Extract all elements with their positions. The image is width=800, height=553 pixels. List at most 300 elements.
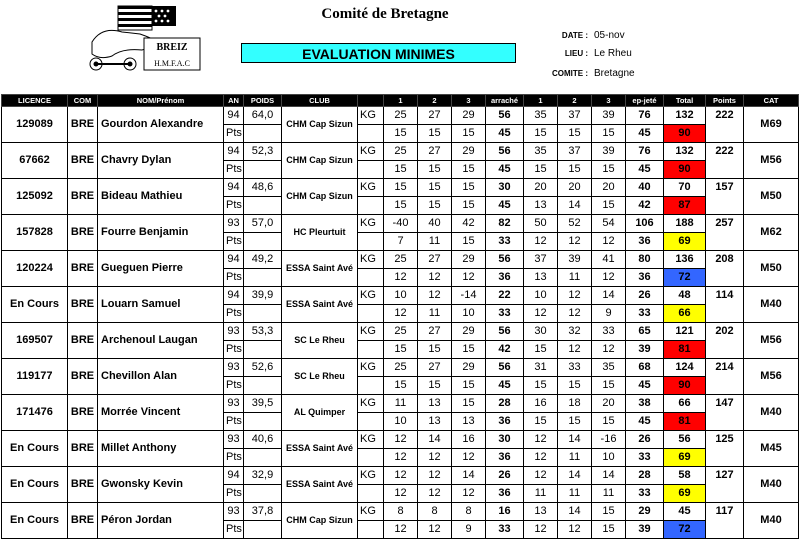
- pts-value: 12: [418, 449, 452, 467]
- pts-value: 12: [384, 269, 418, 287]
- kg-value: 25: [384, 107, 418, 125]
- athlete-name: Fourre Benjamin: [98, 215, 224, 251]
- pts-value: 90: [664, 377, 706, 395]
- logo-text-bottom: H.M.F.A.C: [154, 59, 190, 68]
- empty-cell: [358, 125, 384, 143]
- kg-value: 12: [524, 467, 558, 485]
- pts-value: 12: [452, 449, 486, 467]
- results-table: [1, 94, 799, 539]
- cat-cell: M69: [744, 107, 799, 143]
- empty-cell: [358, 521, 384, 539]
- column-header: 1: [384, 95, 418, 107]
- kg-value: 10: [524, 287, 558, 305]
- pts-value: 15: [452, 233, 486, 251]
- kg-value: 12: [418, 467, 452, 485]
- kg-label: KG: [358, 251, 384, 269]
- club-cell: HC Pleurtuit: [282, 215, 358, 251]
- kg-value: 16: [524, 395, 558, 413]
- kg-value: -40: [384, 215, 418, 233]
- kg-label: KG: [358, 107, 384, 125]
- licence-cell: En Cours: [2, 467, 68, 503]
- kg-value: 29: [452, 143, 486, 161]
- club-cell: AL Quimper: [282, 395, 358, 431]
- club-cell: ESSA Saint Avé: [282, 467, 358, 503]
- column-header: AN: [224, 95, 244, 107]
- licence-cell: 125092: [2, 179, 68, 215]
- club-cell: ESSA Saint Avé: [282, 251, 358, 287]
- pts-value: 72: [664, 521, 706, 539]
- licence-cell: 120224: [2, 251, 68, 287]
- pts-value: 15: [452, 197, 486, 215]
- table-row: [2, 503, 799, 521]
- pts-value: 33: [626, 485, 664, 503]
- kg-value: 25: [384, 323, 418, 341]
- pts-value: 36: [626, 269, 664, 287]
- kg-value: 20: [524, 179, 558, 197]
- pts-value: 10: [452, 305, 486, 323]
- points-cell: 222: [706, 143, 744, 179]
- table-header-row: [2, 95, 799, 107]
- pts-value: 90: [664, 125, 706, 143]
- pts-value: 45: [486, 197, 524, 215]
- kg-value: 29: [452, 107, 486, 125]
- cat-cell: M45: [744, 431, 799, 467]
- empty-cell: [358, 413, 384, 431]
- kg-value: 56: [486, 251, 524, 269]
- empty-cell: [358, 305, 384, 323]
- kg-value: 16: [452, 431, 486, 449]
- kg-value: 14: [558, 431, 592, 449]
- pts-value: 45: [486, 377, 524, 395]
- kg-value: 12: [384, 467, 418, 485]
- empty-cell: [244, 233, 282, 251]
- pts-value: 69: [664, 449, 706, 467]
- evaluation-banner: EVALUATION MINIMES: [241, 43, 516, 63]
- pts-value: 15: [524, 413, 558, 431]
- page-title: Comité de Bretagne: [321, 6, 449, 22]
- pts-value: 15: [524, 125, 558, 143]
- an-cell: 94: [224, 467, 244, 485]
- empty-cell: [358, 233, 384, 251]
- kg-value: 14: [558, 467, 592, 485]
- pts-value: 13: [524, 197, 558, 215]
- pts-value: 12: [418, 269, 452, 287]
- kg-value: 15: [452, 179, 486, 197]
- kg-value: 76: [626, 107, 664, 125]
- athlete-name: Bideau Mathieu: [98, 179, 224, 215]
- empty-cell: [244, 485, 282, 503]
- com-cell: BRE: [68, 179, 98, 215]
- pts-value: 15: [592, 521, 626, 539]
- kg-value: 45: [664, 503, 706, 521]
- pts-label: Pts: [224, 305, 244, 323]
- pts-value: 15: [384, 377, 418, 395]
- pts-value: 11: [558, 269, 592, 287]
- kg-value: 15: [418, 179, 452, 197]
- kg-value: 12: [524, 431, 558, 449]
- pts-value: 45: [626, 413, 664, 431]
- poids-cell: 64,0: [244, 107, 282, 125]
- kg-label: KG: [358, 143, 384, 161]
- table-row: [2, 467, 799, 485]
- column-header: COM: [68, 95, 98, 107]
- kg-value: 12: [384, 431, 418, 449]
- kg-value: 106: [626, 215, 664, 233]
- an-cell: 93: [224, 431, 244, 449]
- pts-value: 12: [418, 485, 452, 503]
- column-header: Points: [706, 95, 744, 107]
- empty-cell: [244, 197, 282, 215]
- pts-value: 15: [524, 341, 558, 359]
- column-header: 3: [452, 95, 486, 107]
- pts-label: Pts: [224, 197, 244, 215]
- pts-value: 33: [486, 233, 524, 251]
- kg-value: 39: [558, 251, 592, 269]
- pts-value: 15: [592, 197, 626, 215]
- poids-cell: 53,3: [244, 323, 282, 341]
- pts-value: 14: [558, 197, 592, 215]
- kg-value: 82: [486, 215, 524, 233]
- pts-value: 15: [592, 377, 626, 395]
- pts-value: 12: [558, 521, 592, 539]
- club-cell: SC Le Rheu: [282, 323, 358, 359]
- pts-value: 90: [664, 161, 706, 179]
- an-cell: 93: [224, 359, 244, 377]
- table-row: [2, 431, 799, 449]
- points-cell: 222: [706, 107, 744, 143]
- empty-cell: [358, 377, 384, 395]
- pts-value: 12: [558, 305, 592, 323]
- an-cell: 94: [224, 143, 244, 161]
- kg-value: 10: [384, 287, 418, 305]
- pts-value: 33: [626, 449, 664, 467]
- kg-value: 20: [558, 179, 592, 197]
- pts-value: 33: [626, 305, 664, 323]
- points-cell: 147: [706, 395, 744, 431]
- pts-value: 7: [384, 233, 418, 251]
- empty-cell: [244, 269, 282, 287]
- kg-value: 8: [384, 503, 418, 521]
- lieu-label: LIEU :: [564, 49, 588, 58]
- poids-cell: 52,6: [244, 359, 282, 377]
- kg-value: 27: [418, 251, 452, 269]
- table-row: [2, 215, 799, 233]
- pts-value: 12: [524, 233, 558, 251]
- com-cell: BRE: [68, 431, 98, 467]
- kg-label: KG: [358, 359, 384, 377]
- kg-value: 48: [664, 287, 706, 305]
- kg-value: 14: [592, 287, 626, 305]
- points-cell: 202: [706, 323, 744, 359]
- pts-value: 11: [524, 485, 558, 503]
- com-cell: BRE: [68, 287, 98, 323]
- pts-value: 42: [486, 341, 524, 359]
- kg-value: 33: [558, 359, 592, 377]
- kg-value: 40: [626, 179, 664, 197]
- pts-value: 12: [452, 269, 486, 287]
- empty-cell: [244, 161, 282, 179]
- empty-cell: [358, 197, 384, 215]
- an-cell: 93: [224, 503, 244, 521]
- pts-value: 15: [418, 197, 452, 215]
- empty-cell: [244, 413, 282, 431]
- athlete-name: Gwonsky Kevin: [98, 467, 224, 503]
- club-cell: CHM Cap Sizun: [282, 503, 358, 539]
- pts-value: 15: [592, 413, 626, 431]
- cat-cell: M56: [744, 323, 799, 359]
- kg-value: 37: [558, 143, 592, 161]
- kg-value: 37: [558, 107, 592, 125]
- kg-value: 14: [418, 431, 452, 449]
- kg-value: 31: [524, 359, 558, 377]
- licence-cell: En Cours: [2, 431, 68, 467]
- kg-value: 8: [418, 503, 452, 521]
- pts-value: 9: [592, 305, 626, 323]
- kg-value: 70: [664, 179, 706, 197]
- kg-value: 76: [626, 143, 664, 161]
- pts-label: Pts: [224, 341, 244, 359]
- pts-value: 15: [558, 413, 592, 431]
- kg-value: 56: [486, 323, 524, 341]
- pts-value: 11: [418, 305, 452, 323]
- club-cell: CHM Cap Sizun: [282, 179, 358, 215]
- poids-cell: 39,9: [244, 287, 282, 305]
- kg-value: 56: [486, 359, 524, 377]
- licence-cell: 171476: [2, 395, 68, 431]
- kg-value: 25: [384, 359, 418, 377]
- athlete-name: Péron Jordan: [98, 503, 224, 539]
- an-cell: 93: [224, 323, 244, 341]
- kg-value: 20: [592, 179, 626, 197]
- pts-value: 12: [384, 305, 418, 323]
- kg-value: 68: [626, 359, 664, 377]
- kg-value: 58: [664, 467, 706, 485]
- an-cell: 94: [224, 107, 244, 125]
- pts-value: 81: [664, 341, 706, 359]
- column-header: 3: [592, 95, 626, 107]
- poids-cell: 40,6: [244, 431, 282, 449]
- com-cell: BRE: [68, 107, 98, 143]
- empty-cell: [358, 341, 384, 359]
- pts-value: 15: [452, 341, 486, 359]
- kg-value: 40: [418, 215, 452, 233]
- pts-value: 15: [384, 341, 418, 359]
- athlete-name: Morrée Vincent: [98, 395, 224, 431]
- licence-cell: 169507: [2, 323, 68, 359]
- kg-value: 66: [664, 395, 706, 413]
- pts-value: 13: [524, 269, 558, 287]
- column-header: ep-jeté: [626, 95, 664, 107]
- kg-value: 20: [592, 395, 626, 413]
- cat-cell: M40: [744, 467, 799, 503]
- com-cell: BRE: [68, 323, 98, 359]
- pts-value: 15: [418, 377, 452, 395]
- points-cell: 208: [706, 251, 744, 287]
- kg-value: 35: [524, 107, 558, 125]
- kg-value: 124: [664, 359, 706, 377]
- column-header: 2: [418, 95, 452, 107]
- athlete-name: Chevillon Alan: [98, 359, 224, 395]
- an-cell: 93: [224, 395, 244, 413]
- pts-value: 15: [384, 161, 418, 179]
- pts-value: 15: [418, 125, 452, 143]
- kg-value: 14: [558, 503, 592, 521]
- pts-value: 33: [486, 521, 524, 539]
- club-cell: SC Le Rheu: [282, 359, 358, 395]
- pts-label: Pts: [224, 413, 244, 431]
- pts-value: 12: [418, 521, 452, 539]
- pts-value: 12: [524, 305, 558, 323]
- cat-cell: M40: [744, 287, 799, 323]
- pts-value: 69: [664, 233, 706, 251]
- kg-value: 50: [524, 215, 558, 233]
- kg-value: 8: [452, 503, 486, 521]
- pts-value: 12: [592, 341, 626, 359]
- kg-value: 132: [664, 143, 706, 161]
- pts-value: 15: [384, 125, 418, 143]
- empty-cell: [358, 449, 384, 467]
- kg-value: 121: [664, 323, 706, 341]
- kg-value: 27: [418, 143, 452, 161]
- kg-value: 13: [524, 503, 558, 521]
- poids-cell: 52,3: [244, 143, 282, 161]
- table-row: [2, 323, 799, 341]
- poids-cell: 48,6: [244, 179, 282, 197]
- pts-value: 15: [524, 377, 558, 395]
- pts-value: 9: [452, 521, 486, 539]
- com-cell: BRE: [68, 215, 98, 251]
- empty-cell: [244, 341, 282, 359]
- pts-label: Pts: [224, 161, 244, 179]
- poids-cell: 49,2: [244, 251, 282, 269]
- poids-cell: 37,8: [244, 503, 282, 521]
- kg-value: 25: [384, 143, 418, 161]
- pts-value: 12: [452, 485, 486, 503]
- kg-value: 29: [452, 323, 486, 341]
- kg-label: KG: [358, 431, 384, 449]
- empty-cell: [244, 449, 282, 467]
- pts-value: 15: [592, 125, 626, 143]
- kg-value: 26: [486, 467, 524, 485]
- kg-value: 15: [384, 179, 418, 197]
- empty-cell: [244, 305, 282, 323]
- column-header: CAT: [744, 95, 799, 107]
- pts-value: 15: [418, 161, 452, 179]
- kg-value: 30: [486, 179, 524, 197]
- pts-value: 12: [384, 521, 418, 539]
- pts-value: 11: [592, 485, 626, 503]
- an-cell: 94: [224, 179, 244, 197]
- pts-value: 72: [664, 269, 706, 287]
- pts-value: 45: [486, 125, 524, 143]
- points-cell: 127: [706, 467, 744, 503]
- pts-value: 12: [384, 449, 418, 467]
- kg-value: -14: [452, 287, 486, 305]
- pts-value: 12: [592, 233, 626, 251]
- cat-cell: M40: [744, 395, 799, 431]
- kg-value: -16: [592, 431, 626, 449]
- kg-value: 188: [664, 215, 706, 233]
- kg-value: 56: [664, 431, 706, 449]
- date-label: DATE :: [561, 31, 588, 40]
- column-header: arraché: [486, 95, 524, 107]
- kg-value: 26: [626, 287, 664, 305]
- pts-value: 15: [452, 161, 486, 179]
- athlete-name: Archenoul Laugan: [98, 323, 224, 359]
- kg-value: 12: [418, 287, 452, 305]
- pts-value: 13: [418, 413, 452, 431]
- athlete-name: Millet Anthony: [98, 431, 224, 467]
- kg-value: 27: [418, 359, 452, 377]
- licence-cell: En Cours: [2, 503, 68, 539]
- cat-cell: M56: [744, 359, 799, 395]
- kg-label: KG: [358, 179, 384, 197]
- points-cell: 117: [706, 503, 744, 539]
- table-row: [2, 251, 799, 269]
- pts-value: 11: [418, 233, 452, 251]
- an-cell: 94: [224, 287, 244, 305]
- table-row: [2, 143, 799, 161]
- empty-cell: [358, 269, 384, 287]
- pts-label: Pts: [224, 485, 244, 503]
- kg-value: 38: [626, 395, 664, 413]
- com-cell: BRE: [68, 251, 98, 287]
- pts-label: Pts: [224, 521, 244, 539]
- empty-cell: [244, 125, 282, 143]
- poids-cell: 39,5: [244, 395, 282, 413]
- pts-value: 36: [486, 269, 524, 287]
- kg-value: 56: [486, 107, 524, 125]
- pts-value: 81: [664, 413, 706, 431]
- pts-value: 13: [452, 413, 486, 431]
- pts-value: 15: [452, 125, 486, 143]
- pts-label: Pts: [224, 125, 244, 143]
- pts-value: 15: [558, 377, 592, 395]
- kg-value: 26: [626, 431, 664, 449]
- pts-value: 39: [626, 341, 664, 359]
- column-header: 1: [524, 95, 558, 107]
- kg-value: 39: [592, 143, 626, 161]
- pts-value: 15: [452, 377, 486, 395]
- kg-value: 28: [626, 467, 664, 485]
- breiz-hmfac-logo: [82, 4, 202, 76]
- points-cell: 114: [706, 287, 744, 323]
- an-cell: 93: [224, 215, 244, 233]
- column-header: [358, 95, 384, 107]
- pts-value: 36: [486, 449, 524, 467]
- pts-value: 11: [558, 449, 592, 467]
- kg-value: 136: [664, 251, 706, 269]
- pts-value: 15: [592, 161, 626, 179]
- poids-cell: 57,0: [244, 215, 282, 233]
- cat-cell: M50: [744, 179, 799, 215]
- kg-label: KG: [358, 467, 384, 485]
- athlete-name: Chavry Dylan: [98, 143, 224, 179]
- kg-value: 132: [664, 107, 706, 125]
- pts-value: 15: [558, 161, 592, 179]
- pts-value: 15: [418, 341, 452, 359]
- logo-text-top: BREIZ: [156, 42, 188, 53]
- pts-label: Pts: [224, 233, 244, 251]
- kg-value: 30: [524, 323, 558, 341]
- kg-value: 35: [592, 359, 626, 377]
- column-header: POIDS: [244, 95, 282, 107]
- kg-value: 65: [626, 323, 664, 341]
- pts-value: 45: [626, 161, 664, 179]
- com-cell: BRE: [68, 395, 98, 431]
- pts-value: 15: [384, 197, 418, 215]
- kg-value: 42: [452, 215, 486, 233]
